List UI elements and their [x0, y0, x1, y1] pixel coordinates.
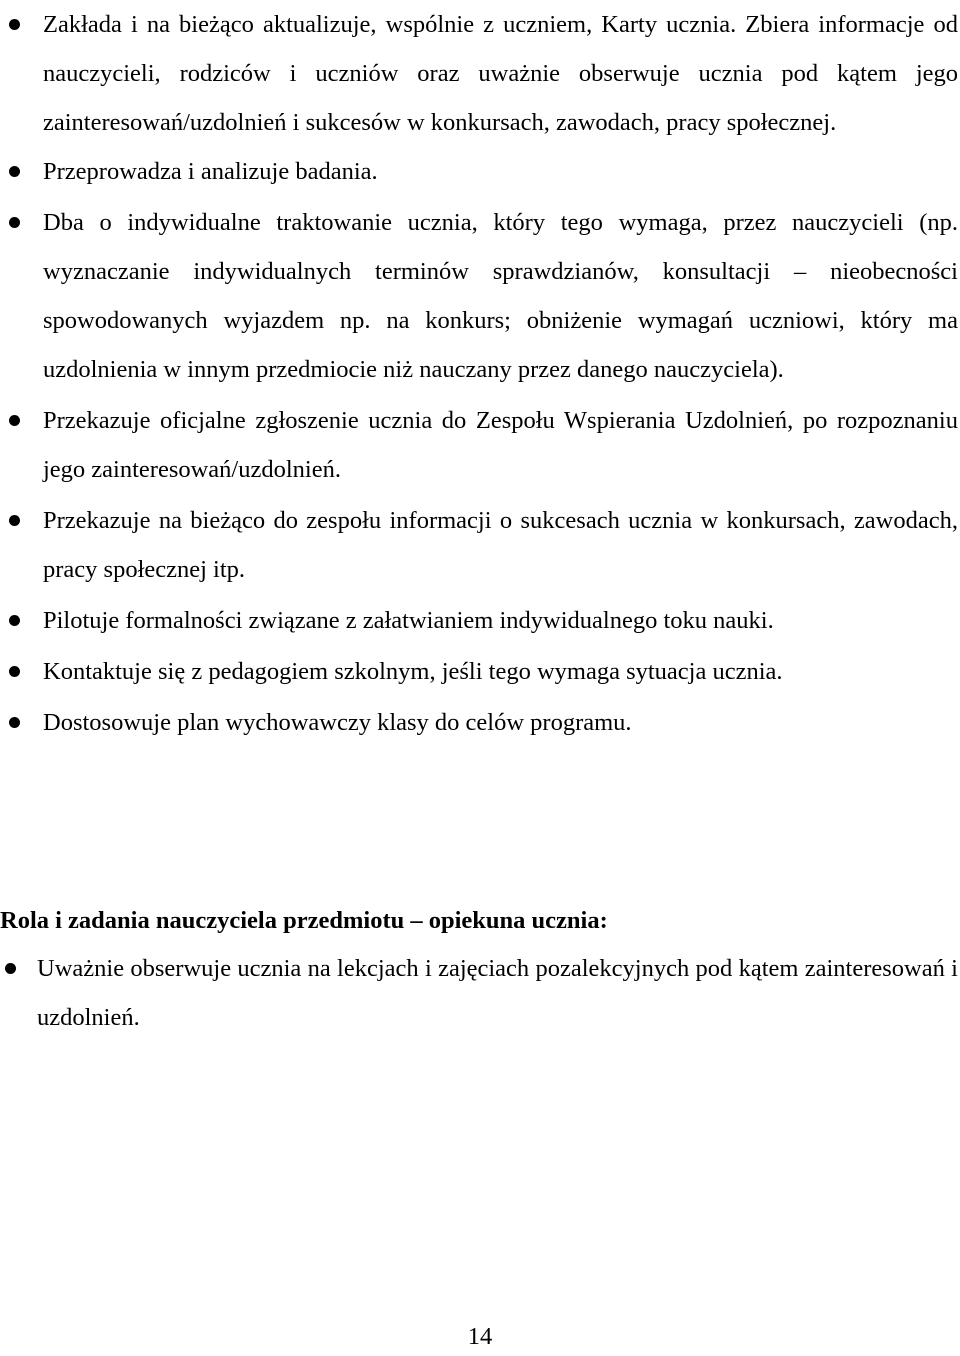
list-item	[0, 944, 960, 1042]
list-item	[0, 596, 960, 645]
list-item-text: Kontaktuje się z pedagogiem szkolnym, jeśli tego wymaga sytuacja ucznia.	[43, 658, 783, 685]
bullet-icon	[9, 415, 20, 426]
list-item	[0, 647, 960, 696]
list-item-text: Przekazuje na bieżąco do zespołu informacji o sukcesach ucznia w konkursach, zawodach, pracy społecznej itp.	[43, 507, 958, 583]
list-item	[0, 147, 960, 196]
list-item-text: Przekazuje oficjalne zgłoszenie ucznia do Zespołu Wspierania Uzdolnień, po rozpoznaniu jego zainteresowań/uzdolnień.	[43, 407, 958, 483]
bullet-icon	[9, 666, 20, 677]
list-item	[0, 698, 960, 747]
list-item	[0, 396, 960, 494]
list-item-text: Pilotuje formalności związane z załatwianiem indywidualnego toku nauki.	[43, 607, 774, 634]
bullet-icon	[5, 963, 16, 974]
teacher-duties-list	[0, 944, 960, 1042]
list-item-text: Zakłada i na bieżąco aktualizuje, wspólnie z uczniem, Karty ucznia. Zbiera informacje od nauczycieli, rodziców i uczniów oraz uważnie obserwuje ucznia pod kątem jego zainteresowań/uzdolnień i sukcesów w konkursach, zawodach, pracy społecznej.	[43, 11, 958, 136]
list-item	[0, 0, 960, 147]
list-item-text: Uważnie obserwuje ucznia na lekcjach i zajęciach pozalekcyjnych pod kątem zainteresowań i uzdolnień.	[37, 955, 958, 1031]
list-item	[0, 496, 960, 594]
bullet-icon	[9, 717, 20, 728]
bullet-icon	[9, 166, 20, 177]
list-item	[0, 198, 960, 394]
list-item-text: Przeprowadza i analizuje badania.	[43, 158, 378, 185]
section-heading: Rola i zadania nauczyciela przedmiotu – opiekuna ucznia:	[0, 907, 608, 934]
list-item-text: Dostosowuje plan wychowawczy klasy do celów programu.	[43, 709, 632, 736]
bullet-icon	[9, 217, 20, 228]
bullet-icon	[9, 515, 20, 526]
bullet-icon	[9, 615, 20, 626]
list-item-text: Dba o indywidualne traktowanie ucznia, który tego wymaga, przez nauczycieli (np. wyznaczanie indywidualnych terminów sprawdzianów, konsultacji – nieobecności spowodowanych wyjazdem np. na konkurs; obniżenie wymagań uczniowi, który ma uzdolnienia w innym przedmiocie niż nauczany przez danego nauczyciela).	[43, 209, 958, 383]
page-number: 14	[467, 1323, 493, 1350]
bullet-icon	[9, 19, 20, 30]
